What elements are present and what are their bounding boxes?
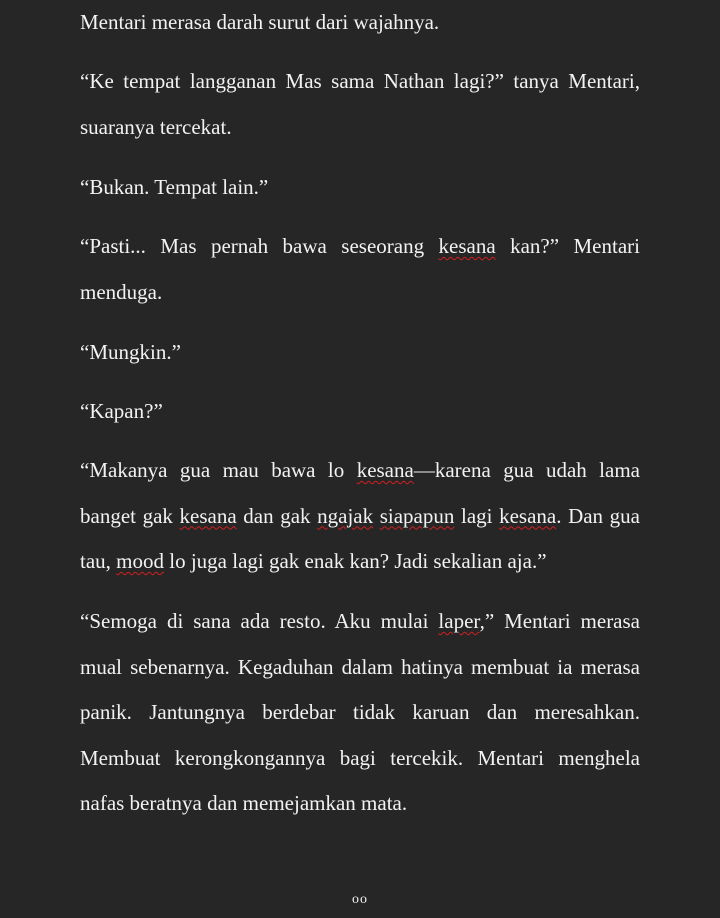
text-run: lo juga lagi gak enak kan? Jadi sekalian aja.”	[164, 549, 547, 573]
text-run: “Bukan. Tempat lain.”	[80, 175, 269, 199]
text-run: dan gak	[236, 503, 318, 528]
spellcheck-word: siapapun	[379, 503, 455, 528]
text-run: “Makanya gua mau bawa lo	[80, 458, 357, 482]
paragraph-p1	[80, 0, 640, 46]
text-run: kan?” Mentari menduga.	[80, 234, 640, 304]
paragraph-p6	[80, 389, 640, 435]
paragraph-p4	[80, 224, 640, 315]
footer-ornament: oo	[352, 892, 368, 907]
text-run: “Mungkin.”	[80, 340, 181, 364]
text-run: ,” Mentari merasa mual sebenarnya. Kegaduhan dalam hatinya membuat ia merasa panik. Jantungnya berdebar tidak karuan dan meresahkan. Membuat kerongkongannya bagi tercekik. Mentari menghela nafas beratnya dan memejamkan mata.	[80, 609, 640, 815]
spellcheck-word: ngajak	[317, 503, 374, 528]
text-run: “Pasti... Mas pernah bawa seseorang	[80, 234, 439, 258]
paragraph-p5	[80, 330, 640, 376]
spellcheck-word: laper	[438, 609, 480, 633]
text-run: “Ke tempat langganan Mas sama Nathan lagi?” tanya Mentari, suaranya tercekat.	[80, 69, 640, 139]
paragraph-p3	[80, 165, 640, 211]
spellcheck-word: mood	[116, 549, 164, 573]
text-run: —karena gua udah lama banget gak	[80, 458, 640, 528]
paragraph-p2	[80, 59, 640, 150]
paragraph-p7	[80, 448, 640, 585]
spellcheck-word: kesana	[438, 234, 496, 258]
text-run: “Kapan?”	[80, 399, 163, 423]
text-run	[373, 504, 380, 528]
spellcheck-word: kesana	[356, 458, 414, 482]
text-run: Mentari merasa darah surut dari wajahnya.	[80, 10, 440, 34]
text-run: “Semoga di sana ada resto. Aku mulai	[80, 609, 439, 633]
spellcheck-word: kesana	[179, 503, 237, 528]
paragraph-p8	[80, 599, 640, 827]
text-run: lagi	[454, 503, 500, 528]
spellcheck-word: kesana	[499, 503, 557, 528]
text-run: . Dan gua tau,	[80, 503, 640, 573]
